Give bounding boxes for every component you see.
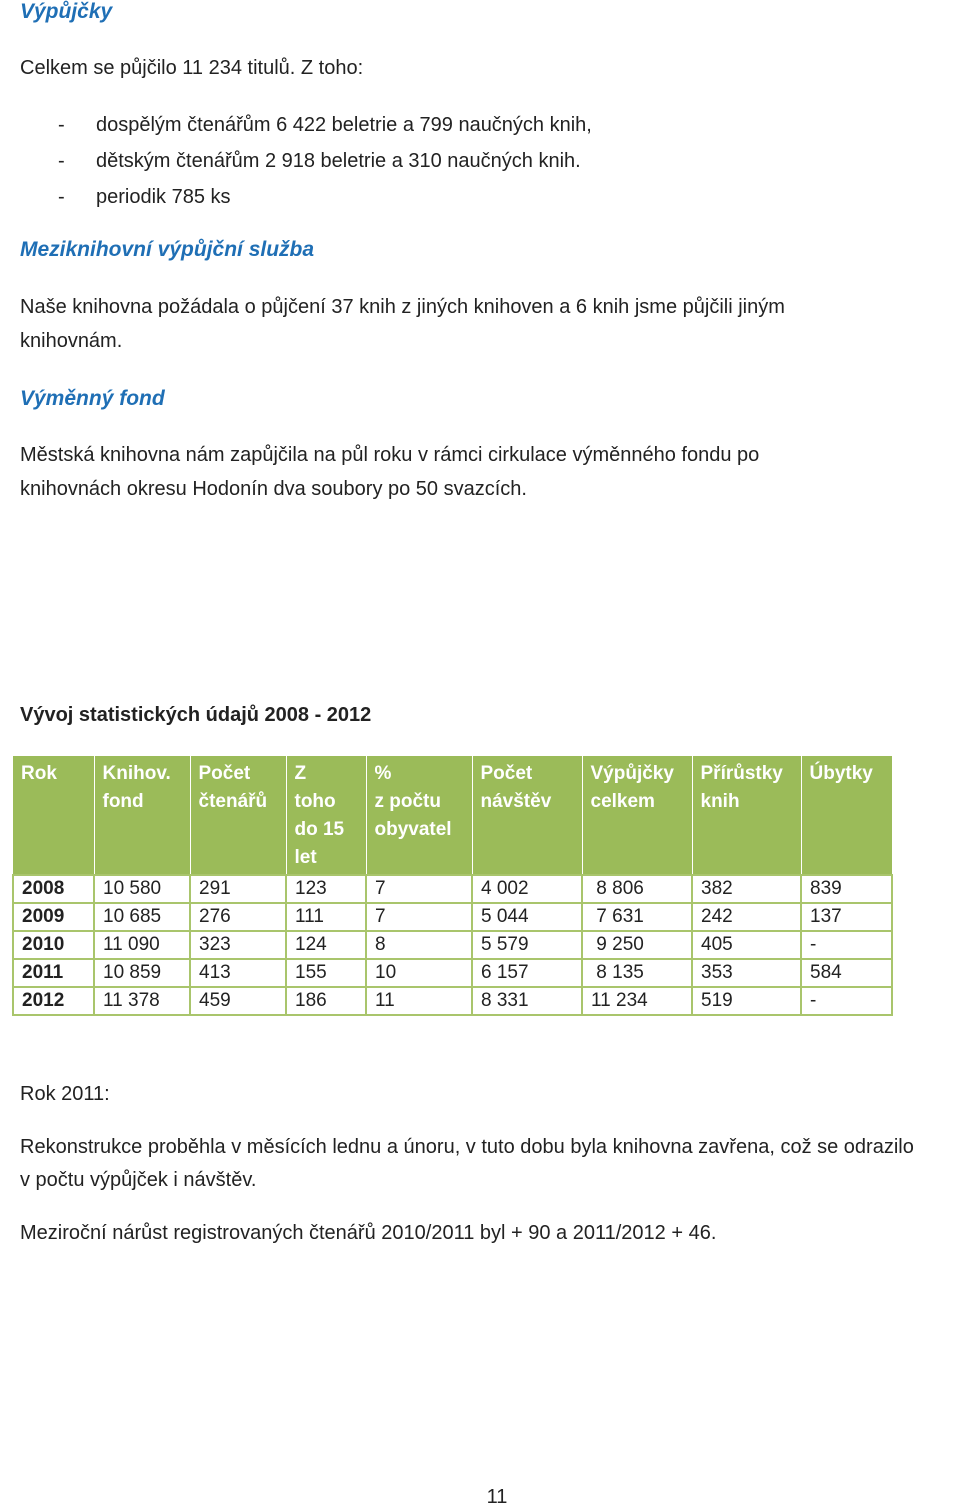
table-cell: 8 806 (582, 875, 692, 903)
table-cell: 9 250 (582, 931, 692, 959)
table-cell: 519 (692, 987, 801, 1015)
bullet-dash: - (58, 186, 65, 208)
year-cell: 2012 (13, 987, 94, 1015)
reconstruction-line1: Rekonstrukce proběhla v měsících lednu a únoru, v tuto dobu byla knihovna zavřena, což se odrazilo (20, 1136, 914, 1158)
column-header (472, 756, 582, 875)
table-cell: 123 (286, 875, 366, 903)
exchange-text-line1: Městská knihovna nám zapůjčila na půl roku v rámci cirkulace výměnného fondu po (20, 444, 760, 466)
loans-heading: Výpůjčky (20, 0, 113, 23)
table-cell: 137 (801, 903, 892, 931)
year-cell: 2010 (13, 931, 94, 959)
table-cell: 111 (286, 903, 366, 931)
column-header (582, 756, 692, 875)
bullet-text: periodik 785 ks (96, 186, 231, 208)
column-header-line: Počet (480, 763, 533, 784)
column-header (692, 756, 801, 875)
table-cell: - (801, 931, 892, 959)
column-header-line: návštěv (480, 791, 552, 812)
column-header (13, 756, 94, 875)
column-header-line: obyvatel (374, 819, 452, 840)
table-cell: 10 (366, 959, 472, 987)
column-header (286, 756, 366, 875)
table-cell: 584 (801, 959, 892, 987)
table-cell: 291 (190, 875, 286, 903)
table-cell: 124 (286, 931, 366, 959)
column-header-line: fond (102, 791, 144, 812)
column-header (366, 756, 472, 875)
table-cell: 459 (190, 987, 286, 1015)
table-cell: 10 859 (94, 959, 190, 987)
column-header-line: Knihov. (102, 763, 171, 784)
table-cell: 353 (692, 959, 801, 987)
table-cell: 405 (692, 931, 801, 959)
table-cell: 382 (692, 875, 801, 903)
table-cell: 11 378 (94, 987, 190, 1015)
table-cell: 4 002 (472, 875, 582, 903)
table-cell: 155 (286, 959, 366, 987)
column-header-line: knih (700, 791, 740, 812)
table-title: Vývoj statistických údajů 2008 - 2012 (20, 704, 372, 726)
table-cell: 10 580 (94, 875, 190, 903)
page-number: 11 (486, 1486, 508, 1508)
table-cell: 7 631 (582, 903, 692, 931)
table-cell: 413 (190, 959, 286, 987)
ill-text-line2: knihovnám. (20, 330, 123, 352)
column-header-line: Rok (21, 763, 57, 784)
ill-heading: Meziknihovní výpůjční služba (20, 238, 315, 261)
year-2011-label: Rok 2011: (20, 1083, 110, 1105)
table-header-row (13, 756, 892, 875)
ill-text-line1: Naše knihovna požádala o půjčení 37 knih z jiných knihoven a 6 knih jsme půjčili jiným (20, 296, 785, 318)
table-cell: 7 (366, 875, 472, 903)
table-row (13, 987, 892, 1015)
column-header-line: % (374, 763, 392, 784)
bullet-dash: - (58, 150, 65, 172)
column-header (190, 756, 286, 875)
exchange-heading: Výměnný fond (20, 387, 165, 410)
table-body (13, 875, 892, 1015)
table-cell: 839 (801, 875, 892, 903)
column-header-line: celkem (590, 791, 655, 812)
bullet-text: dospělým čtenářům 6 422 beletrie a 799 naučných knih, (96, 114, 592, 136)
table-cell: 5 044 (472, 903, 582, 931)
table-row (13, 903, 892, 931)
year-cell: 2008 (13, 875, 94, 903)
column-header-line: let (294, 847, 317, 868)
column-header-line: Výpůjčky (590, 763, 674, 784)
table-cell: 8 (366, 931, 472, 959)
table-cell: 6 157 (472, 959, 582, 987)
column-header-line: Úbytky (809, 763, 873, 784)
column-header-line: do 15 (294, 819, 345, 840)
reader-growth-note: Meziroční nárůst registrovaných čtenářů 2010/2011 byl + 90 a 2011/2012 + 46. (20, 1222, 717, 1244)
reconstruction-line2: v počtu výpůjček i návštěv. (20, 1169, 257, 1191)
table-cell: - (801, 987, 892, 1015)
column-header-line: Počet (198, 763, 251, 784)
column-header-line: Přírůstky (700, 763, 783, 784)
table-cell: 8 331 (472, 987, 582, 1015)
statistics-table (12, 756, 893, 1016)
table-cell: 276 (190, 903, 286, 931)
bullet-text: dětským čtenářům 2 918 beletrie a 310 naučných knih. (96, 150, 581, 172)
table-cell: 186 (286, 987, 366, 1015)
column-header-line: toho (294, 791, 336, 812)
table-row (13, 931, 892, 959)
exchange-text-line2: knihovnách okresu Hodonín dva soubory po 50 svazcích. (20, 478, 527, 500)
table-cell: 8 135 (582, 959, 692, 987)
table-cell: 5 579 (472, 931, 582, 959)
table-cell: 10 685 (94, 903, 190, 931)
table-cell: 11 (366, 987, 472, 1015)
table-cell: 11 234 (582, 987, 692, 1015)
column-header-line: čtenářů (198, 791, 268, 812)
table-cell: 11 090 (94, 931, 190, 959)
table-row (13, 875, 892, 903)
table-row (13, 959, 892, 987)
year-cell: 2011 (13, 959, 94, 987)
column-header-line: z počtu (374, 791, 441, 812)
table-cell: 242 (692, 903, 801, 931)
year-cell: 2009 (13, 903, 94, 931)
column-header (801, 756, 892, 875)
table-cell: 323 (190, 931, 286, 959)
bullet-dash: - (58, 114, 65, 136)
table-cell: 7 (366, 903, 472, 931)
column-header-line: Z (294, 763, 307, 784)
column-header (94, 756, 190, 875)
loans-intro: Celkem se půjčilo 11 234 titulů. Z toho: (20, 57, 364, 79)
